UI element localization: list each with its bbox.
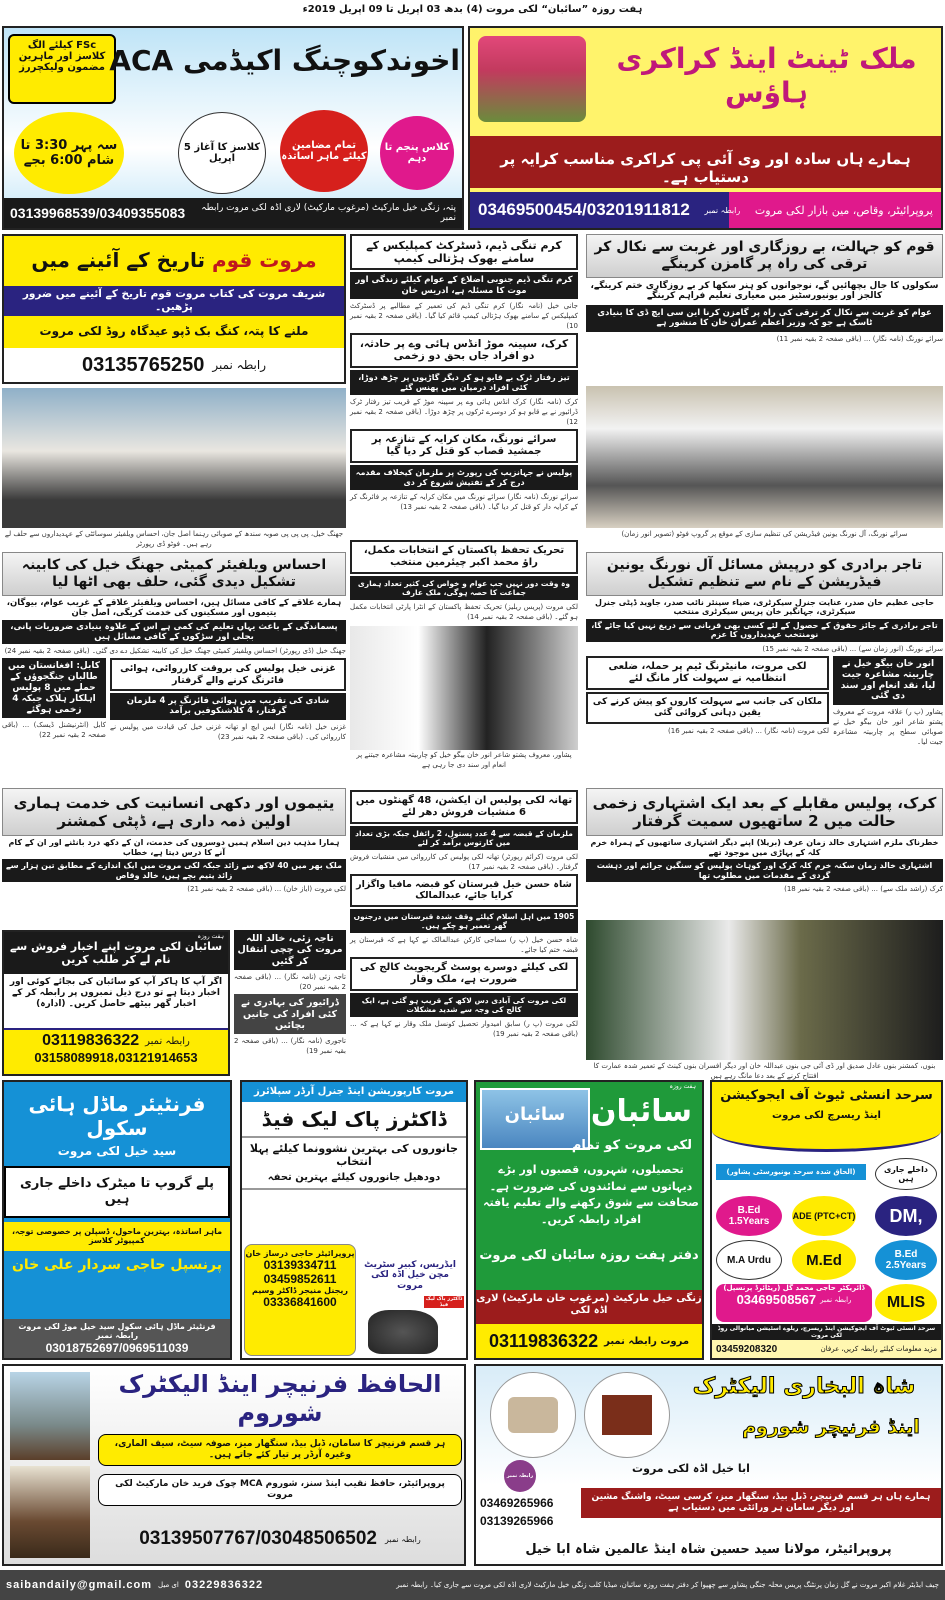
- saiban-address: زنگی خیل مارکیٹ (مرغوب خان مارکیٹ) لاری اڈہ لکی: [476, 1290, 702, 1324]
- feed-title: ڈاکٹرز پاک لیک فیڈ: [242, 1102, 466, 1138]
- book-title: [4, 236, 344, 286]
- news-headline: قوم کو جہالت، بے روزگاری اور غربت سے نکال کر ترقی کی راہ پر گامزن کرینگے: [586, 234, 943, 278]
- stamp-teachers: تمام مضامین کیلئے ماہر اساتذہ: [280, 110, 368, 192]
- news-headline: غزنی خیل پولیس کی بروقت کارروائی، ہوائی فائرنگ کرنے والے گرفتار: [110, 658, 346, 691]
- right-column-top: [586, 234, 943, 344]
- photo-caption: پشاور، معروف پشتو شاعر انور خان بیگو خیل کو چاربیتہ مشاعرہ جیتنے پر انعام اور سند دی جا رہی ہے: [356, 751, 572, 769]
- news-subhead: عوام کو غربت سے نکال کر ترقی کی راہ پر گامزن کرنا این سی ایچ ڈی کا بنیادی ٹاسک ہے جو کہ وزیر اعظم عمران خان کا منشور ہے: [586, 305, 943, 331]
- hafiz-phones: 03139507767/03048506502: [139, 1528, 377, 1549]
- news-headline: تھانہ لکی پولیس ان ایکشن، 48 گھنٹوں میں 6 منشیات فروش دھر لئے: [350, 790, 578, 824]
- book-line2: ملنے کا پتہ، کنگ بک ڈپو عیدگاہ روڈ لکی مروت: [4, 316, 344, 348]
- footer-imprint: [0, 1570, 945, 1600]
- news-body: تاجہ زئی (نامہ نگار) ... (باقی صفحہ 2 بقیہ نمبر 20): [234, 973, 346, 992]
- footer-email-label: ای میل: [158, 1581, 179, 1589]
- news-headline: کرک، پولیس مقابلے کے بعد ایک اشتہاری زخمی حالت میں 2 ساتھیوں سمیت گرفتار: [586, 788, 943, 836]
- footer-phone: 03229836322: [184, 1579, 264, 1591]
- right-lower-news: [586, 788, 943, 894]
- aca-phones: 03139968539/03409355083: [10, 205, 186, 221]
- school-location: سید خیل لکی مروت: [57, 1144, 177, 1158]
- badge-bed-1-5: B.Ed 1.5Years: [716, 1196, 782, 1236]
- news-body: تاجوری (نامہ نگار) ... (باقی صفحہ 2 بقیہ نمبر 19): [234, 1037, 346, 1056]
- book-phone: 03135765250: [81, 353, 205, 376]
- news-subhead: اشتہاری خالد زمان سکنہ خرم کلہ کرک اور کوہاٹ پولیس کو سنگین جرائم اور دہشت گردی کے مقدمات میں مطلوب تھا: [586, 859, 943, 882]
- phone-label: رابطہ نمبر: [820, 1295, 852, 1304]
- footer-email: saibandaily@gmail.com: [6, 1579, 153, 1591]
- photo-caption: سرائے نورنگ، آل نورنگ یونین فیڈریشن کی تنظیم سازی کے موقع پر گروپ فوٹو (تصویر انور زمان): [621, 530, 908, 538]
- institute-director: ڈائریکٹر حاجی محمد گل (ریٹائرڈ پرنسپل): [723, 1284, 865, 1292]
- news-body: لکی مروت (پ ر) سابق امیدوار تحصیل کونسل ملک وقار نے کہا ہے کہ ... (باقی صفحہ 2 بقیہ نمبر 19): [350, 1019, 578, 1038]
- photo-oath-ceremony: [2, 388, 346, 528]
- news-headline: کرک، سپینہ موڑ انڈس ہائی وے پر حادثہ، دو افراد جاں بحق دو زخمی: [350, 333, 578, 368]
- news-body: سرائے نورنگ (نامہ نگار) سرائے نورنگ میں مکان کرایہ کے تنازعہ پر فائرنگ کر کے کرایہ دار کو قتل کر دیا گیا۔ (باقی صفحہ 2 بقیہ نمبر 13): [350, 493, 578, 512]
- stamp-start: کلاسز کا آغاز 5 اپریل: [178, 112, 266, 194]
- middle-column-middle: [350, 540, 578, 770]
- ad-shah-bukhari-electric: [474, 1364, 943, 1566]
- tent-phones: 03469500454/03201911812: [478, 200, 690, 219]
- buffalo-image: [368, 1310, 438, 1354]
- tent-title: ملک ٹینٹ اینڈ کراکری ہاؤس: [616, 42, 917, 109]
- middle-lower-news: [350, 790, 578, 1039]
- news-body: لکی مروت (پریس ریلیز) تحریک تحفظ پاکستان کے انٹرا پارٹی انتخابات مکمل ہو گئے۔ (باقی صفحہ 2 بقیہ نمبر 14): [350, 603, 578, 621]
- news-body: سرائے نورنگ (انور زمان سے) ... (باقی صفحہ 2 بقیہ نمبر 15): [762, 644, 943, 653]
- news-subhead: خطرناک ملزم اشتہاری خالد زمان عرف (بریلا) اپنے دیگر اشتہاری ساتھیوں کے ہمراہ خرم کلہ کے پہاڑی میں موجود تھے: [590, 838, 939, 857]
- bukhari-title: شاہ البخاری الیکٹرک: [692, 1374, 916, 1399]
- admission-badge: داخلے جاری ہیں: [875, 1158, 937, 1190]
- aca-address: پتہ، زنگی خیل مارکیٹ (مرغوب مارکیٹ) لاری اڈہ لکی مروت رابطہ نمبر: [201, 203, 456, 223]
- hafiz-owner: پروپرائیٹر، حافظ نقیب اینڈ سنز، شوروم MCA چوک فرید خان مارکیٹ لکی مروت: [98, 1474, 462, 1506]
- institute-address: سرحد انسٹی ٹیوٹ آف ایجوکیشن اینڈ ریسرچ، ریلوے اسٹیشن میانوالی روڈ لکی مروت: [712, 1324, 941, 1340]
- news-subhead: تیز رفتار ٹرک بے قابو ہو کر دیگر گاڑیوں پر چڑھ دوڑا، کئی افراد درمیان میں پھنس گئے: [350, 370, 578, 395]
- school-admission: پلے گروپ تا میٹرک داخلے جاری ہیں: [4, 1166, 230, 1217]
- bukhari-phone-1: 03469265966: [480, 1496, 554, 1510]
- news-subhead: کرم تنگی ڈیم جنوبی اضلاع کے عوام کیلئے زندگی اور موت کا مسئلہ ہے، ادریس خان: [350, 272, 578, 298]
- institute-more-info: [712, 1340, 941, 1358]
- saiban-phone-2: 03158089918،03121914653: [34, 1050, 198, 1065]
- feed-body-2: دودھیل جانوروں کیلئے بہترین تحفہ: [242, 1170, 466, 1190]
- tent-owner: پروپرائیٹر، وقاص، مین بازار لکی مروت: [754, 203, 933, 217]
- news-subhead: حاجی عظیم خان صدر، عنایت جنرل سیکرٹری، ضیاء سینئر نائب صدر، جاوید ڈپٹی جنرل سیکرٹری، جہانگیر خان پریس سیکرٹری منتخب: [595, 597, 934, 617]
- feed-address: ایڈریس، کبیر سٹریٹ مچن خیل اڈہ لکی مروت: [364, 1259, 456, 1292]
- ad-malik-tent: [468, 26, 943, 230]
- news-body: شاہ حسن خیل (پ ر) سماجی کارکن عبدالمالک نے کہا ہے کہ قبرستان پر قبضہ ختم کیا جائے۔: [350, 935, 578, 954]
- bukhari-phone-2: 03139265966: [480, 1514, 554, 1528]
- feed-company: مروت کارپوریشن اینڈ جنرل آرڈر سپلائرز: [242, 1082, 466, 1102]
- sofa-photo: [10, 1372, 90, 1460]
- news-headline: کابل: افغانستان میں طالبان جنگجوؤں کے حملے میں 8 پولیس اہلکار ہلاک جبکہ 4 زخمی ہوگئے: [2, 658, 106, 718]
- saiban-sub: لکی مروت کو تمام: [571, 1138, 692, 1153]
- feed-phone-1: 03139334711: [263, 1258, 337, 1272]
- news-body: لکی مروت (کرائم رپورٹر) تھانہ لکی پولیس کی کارروائی میں منشیات فروش گرفتار۔ (باقی صفحہ 2 بقیہ نمبر 17): [350, 853, 578, 871]
- news-body: غزنی خیل (نامہ نگار) ایس ایچ او تھانہ غزنی خیل کی قیادت میں پولیس نے کارروائی کی۔ (باقی صفحہ 2 بقیہ نمبر 23): [110, 722, 346, 741]
- photo-caption: جھنگ خیل، پی پی پی صوبہ سندھ کے صوبائی رہنما اصل جان، احساس ویلفیئر سوسائٹی کے عہدیداروں سے حلف لے رہے ہیں۔ فوٹو ڈی رپورٹر: [4, 530, 344, 548]
- news-headline: احساس ویلفیئر کمیٹی جھنگ خیل کی کابینہ تشکیل دیدی گئی، حلف بھی اٹھا لیا: [2, 552, 346, 596]
- news-body: کرک (نامہ نگار) کرک انڈس ہائی وے پر سپینہ موڑ کے قریب تیز رفتار ٹرک ڈرائیور نے بے قابو ہو کر دوسرے ٹرکوں پر چڑھ دوڑا۔ (باقی صفحہ 2 بقیہ نمبر 12): [350, 398, 579, 427]
- ad-al-hafiz-furniture: [2, 1364, 466, 1566]
- news-body: لکی مروت (نامہ نگار) ... (باقی صفحہ 2 بقیہ نمبر 16): [668, 726, 829, 735]
- news-headline: تاجہ زئی، خالد اللہ مروت کی چچی انتقال کر گئیں: [234, 930, 346, 970]
- saiban-logo: سائبان: [480, 1088, 590, 1150]
- badge-bed-2-5: B.Ed 2.5Years: [875, 1240, 937, 1280]
- institute-more: مزید معلومات کیلئے رابطہ کریں، عرفان: [820, 1345, 937, 1353]
- school-phones: 03018752697/0969511039: [45, 1341, 189, 1355]
- ad-aca-academy: [2, 26, 464, 230]
- news-body: کابل (انٹرنیشنل ڈیسک) ... (باقی صفحہ 2 بقیہ نمبر 22): [2, 721, 106, 740]
- institute-director-box: [716, 1284, 872, 1322]
- institute-phone: 03469508567: [736, 1292, 817, 1307]
- news-subhead: ملکان کی جانب سے سہولت کاروں کو پیش کرنے کی یقین دہانی کروائی گئی: [586, 692, 829, 724]
- news-headline: سرائے نورنگ، مکان کرایہ کے تنازعہ پر جمشید قصاب کو قتل کر دیا گیا: [350, 429, 578, 463]
- ad-feed: [240, 1080, 468, 1360]
- tent-contact-label: رابطہ نمبر: [704, 205, 741, 215]
- feed-owner-box: [244, 1244, 356, 1356]
- feed-phone-3: 03336841600: [263, 1295, 337, 1309]
- news-body: لکی مروت (ایاز خان) ... (باقی صفحہ 2 بقیہ نمبر 21): [187, 885, 346, 894]
- ad-frontier-school: [2, 1080, 232, 1360]
- bedroom-icon: [584, 1372, 670, 1458]
- saiban-title: سائبان: [590, 1094, 692, 1129]
- badge-dm: DM,: [875, 1196, 937, 1236]
- news-subhead: وہ وقت دور نہیں جب عوام و خواص کی کثیر تعداد ہماری جماعت کا حصہ ہوگی، ملک عارف: [350, 576, 578, 600]
- saiban-kicker: ہفت روزہ: [669, 1083, 696, 1090]
- news-subhead: شادی کی تقریب میں ہوائی فائرنگ پر 4 ملزمان گرفتار، 4 کلاشنکوفیں برآمد: [110, 693, 346, 719]
- saiban-hawker-body: اگر آپ کا ہاکر آپ کو سائبان کی بجائے کوئی اور اخبار دیتا ہے تو درج ذیل نمبروں پر رابطہ کر کے اخبار گھر بیٹھے حاصل کریں۔ (ادارہ): [4, 974, 228, 1030]
- left-lower-news: [2, 788, 346, 894]
- news-subhead: لکی مروت کی آبادی دس لاکھ کے قریب ہو گئی ہے، ایک کالج کی وجہ سے شدید مشکلات: [350, 993, 578, 1017]
- tent-photo: [478, 36, 586, 122]
- news-headline: انور خان بیگو خیل نے چاربیتہ مشاعرہ جیت لیا، نقد انعام اور سند دی گئی: [833, 656, 943, 705]
- news-subhead: سکولوں کا جال بچھائیں گے، نوجوانوں کو ہنر سکھا کر بے روزگاری ختم کرینگے، کالجز اور یونیورسٹیز میں معیاری تعلیم فراہم کرینگے: [590, 280, 939, 302]
- saiban-phone: 03119836322: [488, 1330, 599, 1351]
- footer-text: چیف ایڈیٹر غلام اکبر مروت نے گل زمان پرنٹنگ پریس محلہ جنگی پشاور سے چھپوا کر دفتر ہفت روزہ سائبان، میڈیا کلب زنگی خیل مارکیٹ لاری اڈہ لکی مروت سے جاری کیا۔ رابطہ نمبر: [396, 1581, 939, 1589]
- saiban-office: دفتر ہفت روزہ سائبان لکی مروت: [479, 1248, 699, 1263]
- affiliation: (الحاق شدہ سرحد یونیورسٹی پشاور): [716, 1164, 866, 1180]
- tent-contact-bar: [470, 192, 941, 228]
- book-contact: [4, 348, 344, 382]
- news-body: جانی خیل (نامہ نگار) کرم تنگی ڈیم کی تعمیر کے مطالبے پر ڈسٹرکٹ کمپلیکس کے سامنے بھوک ہڑتالی کیمپ قائم کیا گیا۔ (باقی صفحہ 2 بقیہ نمبر 10): [350, 301, 578, 330]
- aca-contact-bar: [4, 198, 462, 228]
- institute-phone-2: 03459208320: [716, 1343, 778, 1355]
- institute-title: سرحد انسٹی ٹیوٹ آف ایجوکیشن: [720, 1088, 933, 1103]
- ad-sarhad-institute: [710, 1080, 943, 1360]
- news-headline: لکی کیلئے دوسرے پوسٹ گریجویٹ کالج کی ضرورت ہے، ملک وقار: [350, 957, 578, 991]
- academy-title: اخوندکوچنگ اکیڈمی ACA: [109, 44, 460, 77]
- feed-tag: ڈاکٹرز پاک لیک فیڈ: [425, 1296, 463, 1308]
- news-headline: تاجر برادری کو درپیش مسائل آل نورنگ یونین فیڈریشن کے نام سے تنظیم تشکیل: [586, 552, 943, 596]
- stamp-timing: سہ پہر 3:30 تا شام 6:00 بجے: [14, 112, 124, 194]
- school-features: ماہر اساتذہ، بہترین ماحول، ڈسپلن پر خصوصی توجہ، کمپیوٹر کلاسز: [4, 1222, 230, 1251]
- book-line1: شریف مروت کی کتاب مروت قوم تاریخ کے آئینے میں ضرور پڑھیں۔: [4, 286, 344, 316]
- book-title-b: تاریخ کے آئینے میں: [31, 248, 206, 272]
- feed-manager: ریجنل منیجر ڈاکٹر وسیم: [252, 1286, 348, 1295]
- photo-caption: بنوں، کمشنر بنوں عادل صدیق اور ڈی آئی جی بنوں عبداللہ خان اور دیگر افسران بنوں کینٹ کے تعمیر شدہ عمارت کا افتتاح کرنے کے بعد دعا مانگ رہے ہیں: [593, 1062, 936, 1080]
- left-middle-section: [2, 552, 346, 742]
- school-title: فرنٹیئر ماڈل ہائی سکول: [28, 1092, 206, 1140]
- news-subhead: ملک بھر میں 40 لاکھ سے زائد جبکہ لکی مروت میں ایک اندازے کے مطابق تین ہزار سے زائد یتیم بچے ہیں، خالد وقاص: [2, 859, 346, 882]
- hafiz-contact: [98, 1528, 462, 1550]
- book-title-a: مروت قوم: [212, 248, 317, 272]
- news-body: کرک (راشد ملک سے) ... (باقی صفحہ 2 بقیہ نمبر 18): [784, 885, 943, 894]
- news-headline: ڈرائیور کی بہادری نے کئی افراد کی جانیں بچائیں: [234, 994, 346, 1034]
- hafiz-title: الحافظ فرنیچر اینڈ الیکٹرک شوروم: [118, 1370, 442, 1427]
- photo-award: [350, 626, 578, 750]
- school-principal: پرنسپل حاجی سردار علی خان: [11, 1256, 223, 1273]
- news-subhead: پسماندگی کے باعث یہاں تعلیم کی کمی ہے اس کے علاوہ بنیادی ضروریات پانی، بجلی اور سڑکوں کے کافی مسائل ہیں: [2, 620, 346, 644]
- feed-phone-2: 03459852611: [263, 1272, 337, 1286]
- contact-label: رابطہ نمبر: [504, 1460, 536, 1492]
- phone-label: مروت رابطہ نمبر: [604, 1335, 690, 1347]
- news-subhead: ملزمان کے قبضہ سے 4 عدد پستول، 2 رائفل جبکہ بڑی تعداد میں کارتوس برآمد کر لئے: [350, 826, 578, 850]
- saiban-hawker-title: سائبان لکی مروت اپنے اخبار فروش سے نام لے کر طلب کریں: [9, 940, 223, 967]
- news-body: جھنگ خیل (ڈی رپورٹر) احساس ویلفیئر کمیٹی جھنگ خیل کی کابینہ تشکیل دے دی گئی۔ (باقی صفحہ 2 بقیہ نمبر 24): [4, 647, 346, 656]
- school-address: فرنٹیئر ماڈل ہائی سکول سید خیل موڑ لکی مروت رابطہ نمبر: [18, 1321, 216, 1341]
- bukhari-location: ابا خیل اڈہ لکی مروت: [632, 1462, 750, 1475]
- ad-saiban-reporters: [474, 1080, 704, 1360]
- feed-owner: پروپرائیٹر حاجی درساز خان: [245, 1249, 355, 1258]
- news-headline: تحریک تحفظ پاکستان کے انتخابات مکمل، راؤ محمد اکبر چیئرمین منتخب: [350, 540, 578, 574]
- fsc-badge: FSc کیلئے الگ کلاسز اور ماہرین مضمون ولیکچررز: [8, 34, 116, 104]
- bukhari-owner: پروپرائیٹر، مولانا سید حسین شاہ اینڈ عالمین شاہ ابا خیل: [525, 1542, 892, 1558]
- badge-ade: ADE (PTC+CT): [792, 1196, 856, 1236]
- news-headline: لکی مروت، مانیٹرنگ ٹیم پر حملہ، ضلعی انتظامیہ نے سہولت کار مانگ لئے: [586, 656, 829, 690]
- news-subhead: تاجر برادری کے جائز حقوق کے حصول کے لئے کسی بھی قربانی سے دریغ نہیں کیا جائے گا، نومنتخب عہدیداروں کا عزم: [586, 619, 943, 642]
- news-subhead: پولیس نے جہانزیب کی رپورٹ پر ملزمان کیخلاف مقدمہ درج کر کے تفتیش شروع کر دی: [350, 465, 578, 490]
- saiban-contact: [476, 1324, 702, 1358]
- bukhari-body: ہمارے ہاں ہر قسم فرنیچر، ڈبل بیڈ، سنگھار میز، کرسی سیٹ، واشنگ مشین اور دیگر سامان ہر ورائٹی میں دستیاب ہے: [581, 1488, 941, 1518]
- news-body: پشاور (پ ر) علاقہ مروت کے معروف پشتو شاعر انور خان بیگو خیل نے صوبائی سطح پر چاربیتہ مشاعرہ جیت لیا۔: [833, 708, 943, 747]
- phone-label: رابطہ نمبر: [384, 1534, 421, 1544]
- feed-body-1: جانوروں کی بہترین نشوونما کیلئے پہلا انتخاب: [249, 1142, 459, 1169]
- news-headline: یتیموں اور دکھی انسانیت کی خدمت ہماری اولین ذمہ داری ہے، ڈپٹی کمشنر: [2, 788, 346, 836]
- middle-column-top: [350, 234, 578, 512]
- right-middle-section: [586, 552, 943, 747]
- saiban-phone-1: 03119836322: [42, 1032, 140, 1049]
- badge-med: M.Ed: [792, 1240, 856, 1280]
- ad-saiban-hawker: [2, 930, 230, 1076]
- news-subhead: ہمارا مذہب دین اسلام ہمیں دوسروں کی خدمت، ان کے دکھ درد بانٹنے اور ان کے کام آنے کا درس دیتا ہے، خطاب: [8, 838, 340, 857]
- badge-ma-urdu: M.A Urdu: [716, 1240, 782, 1280]
- saiban-body: تحصیلوں، شہروں، قصبوں اور بڑے دیہاتوں سے نمائندوں کی ضرورت ہے۔ صحافت سے شوق رکھنے والے تعلیم یافتہ افراد رابطہ کریں۔: [483, 1163, 699, 1226]
- news-headline: شاہ حسن خیل قبرستان کو قبضہ مافیا واگزار کرایا جائے، عبدالمالک: [350, 874, 578, 907]
- news-body: سرائے نورنگ (نامہ نگار) ... (باقی صفحہ 2 بقیہ نمبر 11): [776, 334, 943, 343]
- book-phone-label: رابطہ نمبر: [212, 358, 267, 372]
- news-headline: کرم تنگی ڈیم، ڈسٹرکٹ کمپلیکس کے سامنے بھوک ہڑتالی کیمپ: [350, 234, 578, 270]
- news-subhead: 1905 میں اہل اسلام کیلئے وقف شدہ قبرستان میں درجنوں گھر تعمیر ہو چکے ہیں۔: [350, 909, 578, 933]
- ad-marwat-book: [2, 234, 346, 384]
- hafiz-body: ہر قسم فرنیچر کا سامان، ڈبل بیڈ، سنگھار میز، صوفہ سیٹ، سیف الماری، وغیرہ آرڈر پر تیار کئے جاتے ہیں۔: [98, 1434, 462, 1466]
- tent-tagline: ہمارے ہاں سادہ اور وی آئی پی کراکری مناسب کرایہ پر دستیاب ہے۔: [470, 136, 941, 188]
- saiban-kicker: ہفت روزہ: [197, 933, 224, 940]
- phone-label: رابطہ نمبر: [145, 1035, 190, 1047]
- masthead: ہفت روزہ ”سائبان“ لکی مروت (4) بدھ 03 اپریل تا 09 اپریل 2019ء: [302, 4, 643, 15]
- photo-union-group: [586, 386, 943, 528]
- news-subhead: ہمارے علاقے کے کافی مسائل ہیں، احساس ویلفیئر علاقے کے غریب عوام، بیوگان، یتیموں اور مسکینوں کی خدمت کریگی، اصل جان: [6, 597, 342, 618]
- badge-mlis: MLIS: [875, 1284, 937, 1322]
- stamp-classes: کلاس پنجم تا دہم: [380, 116, 454, 190]
- sofa-icon: [490, 1372, 576, 1458]
- photo-inauguration: [586, 920, 943, 1060]
- narrow-news-column: [234, 930, 346, 1056]
- bukhari-title-2: اینڈ فرنیچر شوروم: [742, 1416, 920, 1438]
- dining-photo: [10, 1466, 90, 1558]
- institute-sub: اینڈ ریسرچ لکی مروت: [772, 1109, 881, 1121]
